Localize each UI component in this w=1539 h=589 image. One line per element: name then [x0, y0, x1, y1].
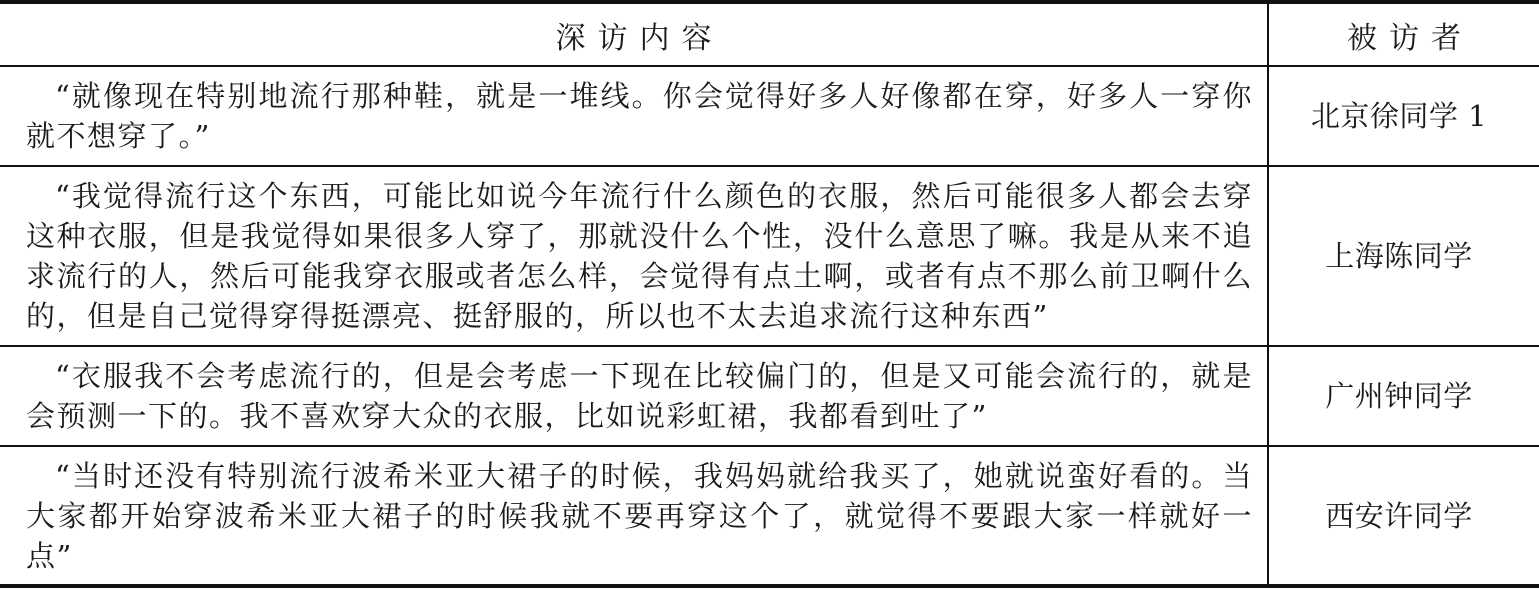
interviewee-name: 广州钟同学 [1268, 346, 1539, 446]
interview-quote: “当时还没有特别流行波希米亚大裙子的时候，我妈妈就给我买了，她就说蛮好看的。当大家都开始穿波希米亚大裙子的时候我就不要再穿这个了，就觉得不要跟大家一样就好一点” [0, 446, 1268, 586]
table-row [0, 446, 1539, 586]
interview-quote: “衣服我不会考虑流行的，但是会考虑一下现在比较偏门的，但是又可能会流行的，就是会预测一下的。我不喜欢穿大众的衣服，比如说彩虹裙，我都看到吐了” [0, 346, 1268, 446]
table-body [0, 66, 1539, 586]
interview-quote: “就像现在特别地流行那种鞋，就是一堆线。你会觉得好多人好像都在穿，好多人一穿你就不想穿了。” [0, 66, 1268, 166]
table-row [0, 166, 1539, 346]
table-row [0, 66, 1539, 166]
table-row [0, 346, 1539, 446]
interviewee-name: 西安许同学 [1268, 446, 1539, 586]
interview-quote: “我觉得流行这个东西，可能比如说今年流行什么颜色的衣服，然后可能很多人都会去穿这种衣服，但是我觉得如果很多人穿了，那就没什么个性，没什么意思了嘛。我是从来不追求流行的人，然后可能我穿衣服或者怎么样，会觉得有点土啊，或者有点不那么前卫啊什么的，但是自己觉得穿得挺漂亮、挺舒服的，所以也不太去追求流行这种东西” [0, 166, 1268, 346]
header-content: 深访内容 [0, 2, 1268, 66]
interviewee-name: 上海陈同学 [1268, 166, 1539, 346]
table-header [0, 2, 1539, 66]
header-row [0, 2, 1539, 66]
header-interviewee: 被访者 [1268, 2, 1539, 66]
interviewee-name: 北京徐同学 1 [1268, 66, 1539, 166]
